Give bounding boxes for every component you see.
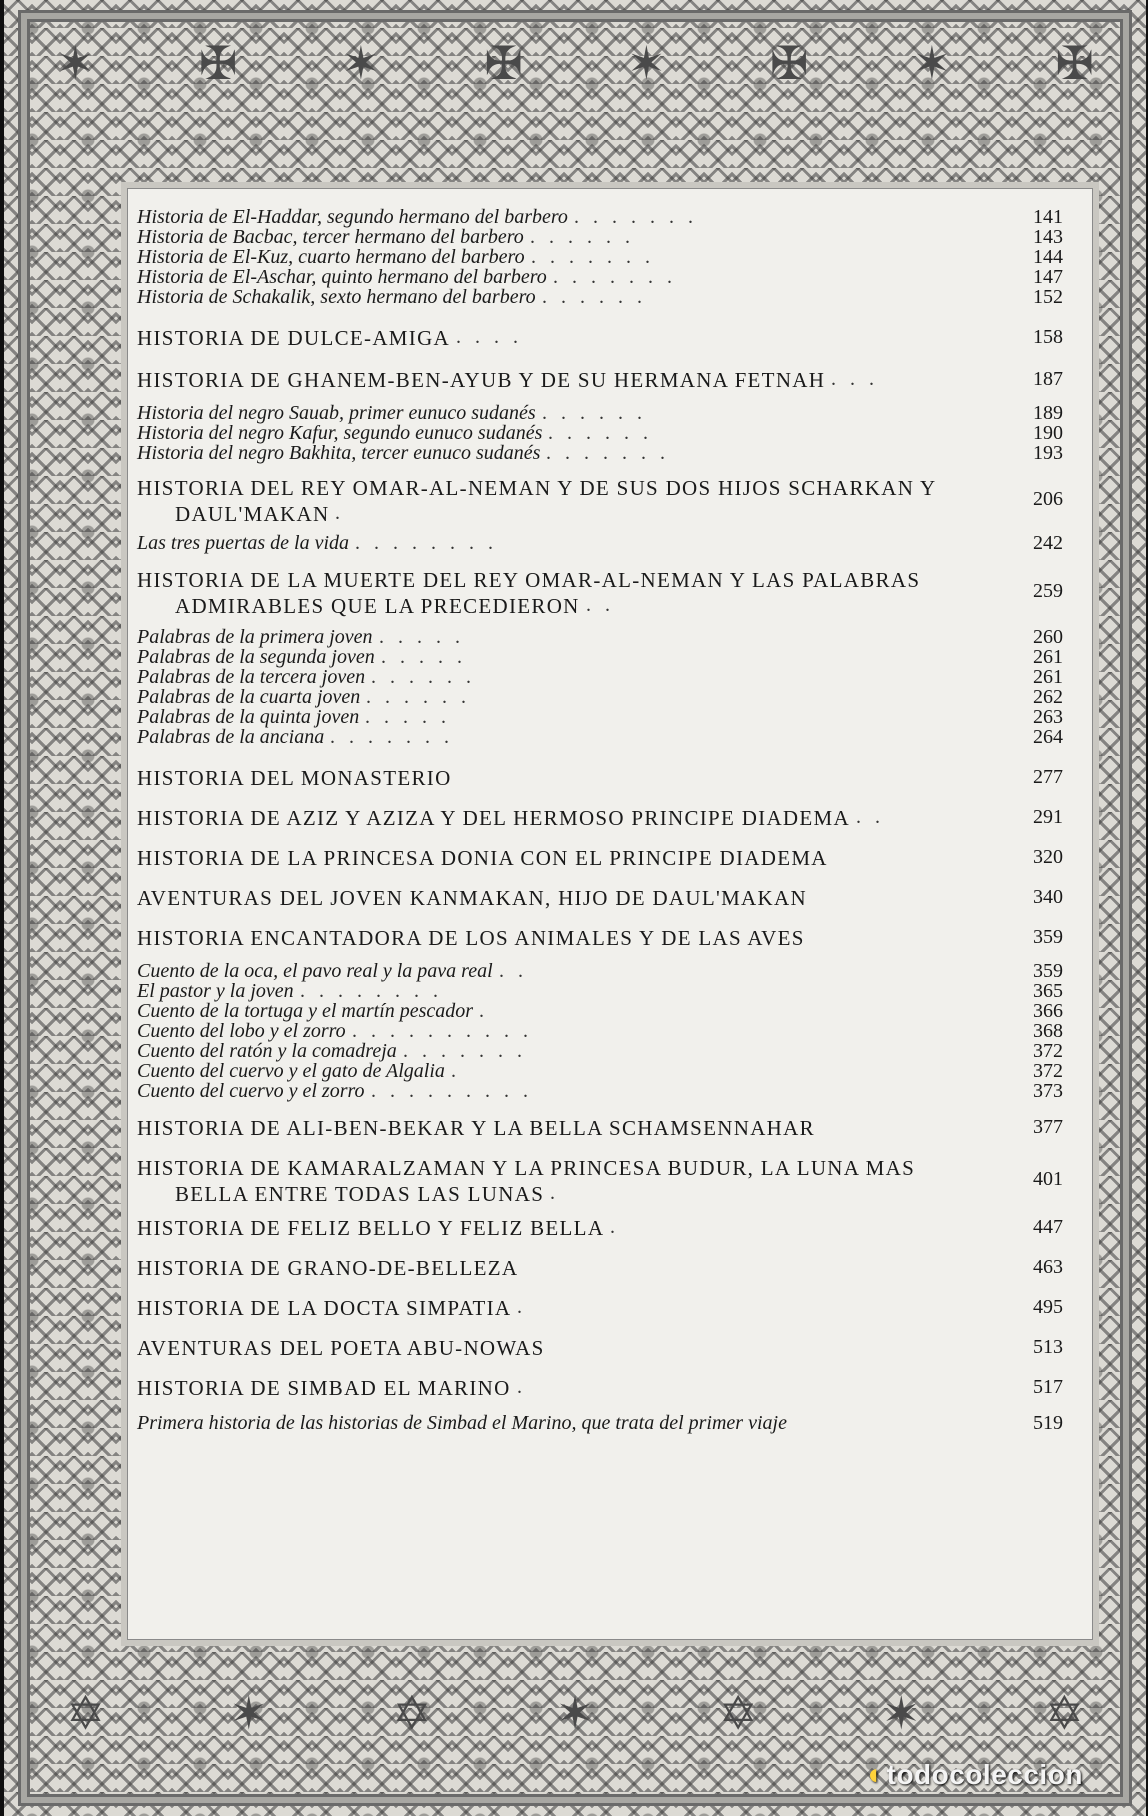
toc-page-number: 447 — [1033, 1216, 1063, 1238]
toc-page-number: 368 — [1033, 1020, 1063, 1042]
toc-page-number: 513 — [1033, 1336, 1063, 1358]
leader-dots: ..... — [379, 626, 474, 648]
toc-page-number: 147 — [1033, 266, 1063, 288]
leader-dots: . — [610, 1216, 629, 1238]
toc-page-number: 519 — [1033, 1412, 1063, 1434]
toc-page-number: 193 — [1033, 442, 1063, 464]
toc-subentry — [137, 402, 1081, 424]
toc-entry-title: Palabras de la segunda joven — [137, 646, 375, 668]
toc-page-number: 366 — [1033, 1000, 1063, 1022]
toc-chapter-entry — [137, 846, 1081, 868]
toc-entry-title: Historia de Schakalik, sexto hermano del barbero — [137, 286, 536, 308]
toc-page-number: 359 — [1033, 960, 1063, 982]
toc-entry-title: Las tres puertas de la vida — [137, 532, 350, 554]
toc-entry-title: AVENTURAS DEL POETA ABU-NOWAS — [137, 1336, 545, 1360]
top-arabesque-band — [4, 36, 1146, 90]
toc-page-number: 262 — [1033, 686, 1063, 708]
leader-dots: ..... — [381, 646, 476, 668]
bottom-arabesque-band — [4, 1686, 1146, 1740]
toc-entry-title: Historia del negro Sauab, primer eunuco sudanés — [137, 402, 536, 424]
leader-dots: ....... — [546, 442, 679, 464]
toc-page-number: 158 — [1033, 326, 1063, 348]
star-ornament-icon: ✶ — [555, 1686, 595, 1740]
cross-ornament-icon: ✠ — [1055, 36, 1094, 90]
toc-page-number: 359 — [1033, 926, 1063, 948]
toc-entry-title: Palabras de la anciana — [137, 726, 325, 748]
toc-entry-title-continued: ADMIRABLES QUE LA PRECEDIERON — [175, 594, 580, 618]
toc-subentry — [137, 666, 1081, 688]
toc-page-number: 373 — [1033, 1080, 1063, 1102]
toc-page-number: 340 — [1033, 886, 1063, 908]
leader-dots: ........ — [300, 980, 452, 1002]
toc-entry-title-continued: DAUL'MAKAN — [175, 502, 330, 526]
leader-dots: ....... — [330, 726, 463, 748]
toc-entry-title: Cuento del ratón y la comadreja — [137, 1040, 397, 1062]
toc-entry-title: Historia de Bacbac, tercer hermano del barbero — [137, 226, 524, 248]
leader-dots: . — [479, 1000, 498, 1022]
toc-subentry — [137, 980, 1081, 1002]
toc-subentry — [137, 1040, 1081, 1062]
leader-dots: . — [335, 502, 354, 524]
toc-subentry — [137, 1412, 1081, 1434]
toc-entry-title: Cuento del cuervo y el gato de Algalia — [137, 1060, 445, 1082]
leader-dots: .. — [499, 960, 537, 982]
toc-entry-title: Primera historia de las historias de Simbad el Marino, que trata del primer viaje — [137, 1412, 787, 1434]
toc-page-number: 401 — [1033, 1168, 1063, 1190]
toc-chapter-entry — [137, 476, 1081, 526]
toc-entry-title: Cuento del lobo y el zorro — [137, 1020, 346, 1042]
toc-page-number: 242 — [1033, 532, 1063, 554]
leader-dots: ...... — [366, 686, 480, 708]
toc-subentry — [137, 532, 1081, 554]
star-ornament-icon: ✶ — [627, 36, 666, 90]
toc-subentry — [137, 686, 1081, 708]
toc-subentry — [137, 626, 1081, 648]
toc-entry-title: HISTORIA DE KAMARALZAMAN Y LA PRINCESA BUDUR, LA LUNA MAS — [137, 1156, 916, 1180]
leader-dots: ... — [831, 368, 888, 390]
toc-page-number: 259 — [1033, 580, 1063, 602]
toc-subentry — [137, 1020, 1081, 1042]
toc-page-number: 264 — [1033, 726, 1063, 748]
leader-dots: ....... — [574, 206, 707, 228]
toc-page-number: 277 — [1033, 766, 1063, 788]
toc-subentry — [137, 1000, 1081, 1022]
toc-entry-title: HISTORIA DE LA MUERTE DEL REY OMAR-AL-NEMAN Y LAS PALABRAS — [137, 568, 921, 592]
watermark-text: todocoleccion — [886, 1759, 1083, 1790]
toc-subentry — [137, 442, 1081, 464]
toc-page-number: 143 — [1033, 226, 1063, 248]
cross-ornament-icon: ✠ — [484, 36, 523, 90]
toc-page-number: 365 — [1033, 980, 1063, 1002]
toc-chapter-entry — [137, 1216, 1081, 1238]
toc-page-number: 263 — [1033, 706, 1063, 728]
toc-subentry — [137, 246, 1081, 268]
toc-page-number: 144 — [1033, 246, 1063, 268]
toc-entry-title: Historia de El-Aschar, quinto hermano del barbero — [137, 266, 547, 288]
toc-chapter-entry — [137, 806, 1081, 828]
toc-subentry — [137, 286, 1081, 308]
toc-entry-title: Cuento de la tortuga y el martín pescador — [137, 1000, 474, 1022]
toc-chapter-entry — [137, 1336, 1081, 1358]
toc-chapter-entry — [137, 766, 1081, 788]
toc-page-number: 206 — [1033, 488, 1063, 510]
toc-entry-title-continued: BELLA ENTRE TODAS LAS LUNAS — [175, 1182, 545, 1206]
toc-subentry — [137, 1060, 1081, 1082]
toc-page-number: 495 — [1033, 1296, 1063, 1318]
toc-subentry — [137, 706, 1081, 728]
toc-entry-title: HISTORIA DE ALI-BEN-BEKAR Y LA BELLA SCHAMSENNAHAR — [137, 1116, 815, 1140]
toc-chapter-entry — [137, 568, 1081, 618]
toc-chapter-entry — [137, 1256, 1081, 1278]
toc-entry-title: Historia del negro Kafur, segundo eunuco sudanés — [137, 422, 543, 444]
toc-page-number: 291 — [1033, 806, 1063, 828]
toc-subentry — [137, 422, 1081, 444]
leader-dots: ........ — [355, 532, 507, 554]
toc-entry-title: HISTORIA DE SIMBAD EL MARINO — [137, 1376, 511, 1400]
toc-page-number: 517 — [1033, 1376, 1063, 1398]
toc-entry-title: Historia de El-Haddar, segundo hermano del barbero — [137, 206, 568, 228]
leader-dots: ...... — [530, 226, 644, 248]
toc-entry-title: Palabras de la quinta joven — [137, 706, 360, 728]
cross-ornament-icon: ✠ — [769, 36, 809, 90]
toc-page-number: 320 — [1033, 846, 1063, 868]
toc-entry-title: Palabras de la cuarta joven — [137, 686, 361, 708]
toc-entry-title: HISTORIA DE LA PRINCESA DONIA CON EL PRINCIPE DIADEMA — [137, 846, 828, 870]
toc-entry-title: AVENTURAS DEL JOVEN KANMAKAN, HIJO DE DAUL'MAKAN — [137, 886, 807, 910]
leader-dots: .......... — [352, 1020, 542, 1042]
leader-dots: ...... — [548, 422, 662, 444]
toc-page-number: 377 — [1033, 1116, 1063, 1138]
star-ornament-icon: ✡ — [392, 1686, 432, 1740]
toc-page-number: 152 — [1033, 286, 1063, 308]
toc-chapter-entry — [137, 1296, 1081, 1318]
toc-chapter-entry — [137, 1156, 1081, 1206]
toc-entry-title: HISTORIA DEL REY OMAR-AL-NEMAN Y DE SUS DOS HIJOS SCHARKAN Y — [137, 476, 937, 500]
toc-entry-title: Palabras de la primera joven — [137, 626, 373, 648]
star-ornament-icon: ✶ — [912, 36, 952, 90]
leader-dots: ...... — [542, 286, 656, 308]
toc-page-number: 463 — [1033, 1256, 1063, 1278]
star-ornament-icon: ✶ — [56, 36, 95, 90]
leader-dots: ...... — [542, 402, 656, 424]
toc-page-number: 260 — [1033, 626, 1063, 648]
toc-subentry — [137, 726, 1081, 748]
leader-dots: ....... — [403, 1040, 536, 1062]
toc-chapter-entry — [137, 326, 1081, 348]
toc-entry-title: Historia del negro Bakhita, tercer eunuco sudanés — [137, 442, 541, 464]
toc-entry-title: HISTORIA DE FELIZ BELLO Y FELIZ BELLA — [137, 1216, 605, 1240]
toc-entry-title: HISTORIA DE DULCE-AMIGA — [137, 326, 450, 350]
star-ornament-icon: ✡ — [1045, 1686, 1084, 1740]
star-ornament-icon: ✶ — [341, 36, 381, 90]
toc-page-number: 189 — [1033, 402, 1063, 424]
toc-chapter-entry — [137, 1376, 1081, 1398]
leader-dots: .. — [856, 806, 894, 828]
cross-ornament-icon: ✠ — [198, 36, 238, 90]
leader-dots: . — [517, 1376, 536, 1398]
toc-subentry — [137, 206, 1081, 228]
toc-chapter-entry — [137, 886, 1081, 908]
toc-subentry — [137, 266, 1081, 288]
leader-dots: ....... — [531, 246, 664, 268]
star-ornament-icon: ✶ — [229, 1686, 268, 1740]
toc-subentry — [137, 960, 1081, 982]
star-ornament-icon: ✶ — [882, 1686, 921, 1740]
leader-dots: .. — [586, 594, 624, 616]
toc-entry-title: El pastor y la joven — [137, 980, 294, 1002]
toc-entry-title: HISTORIA DE GHANEM-BEN-AYUB Y DE SU HERMANA FETNAH — [137, 368, 826, 392]
toc-page-number: 141 — [1033, 206, 1063, 228]
toc-entry-title: HISTORIA DE AZIZ Y AZIZA Y DEL HERMOSO PRINCIPE DIADEMA — [137, 806, 850, 830]
toc-entry-title: HISTORIA DE LA DOCTA SIMPATIA — [137, 1296, 512, 1320]
toc-subentry — [137, 226, 1081, 248]
toc-entry-title: Cuento de la oca, el pavo real y la pava real — [137, 960, 493, 982]
toc-page-number: 187 — [1033, 368, 1063, 390]
watermark-badge — [864, 1758, 1083, 1792]
toc-page-number: 261 — [1033, 666, 1063, 688]
toc-chapter-entry — [137, 1116, 1081, 1138]
toc-entry-title: HISTORIA DE GRANO-DE-BELLEZA — [137, 1256, 519, 1280]
toc-page-number: 372 — [1033, 1060, 1063, 1082]
leader-dots: .... — [456, 326, 532, 348]
toc-chapter-entry — [137, 926, 1081, 948]
toc-entry-title: Palabras de la tercera joven — [137, 666, 366, 688]
leader-dots: ...... — [371, 666, 485, 688]
toc-entry-title: Historia de El-Kuz, cuarto hermano del barbero — [137, 246, 525, 268]
toc-subentry — [137, 1080, 1081, 1102]
leader-dots: ..... — [365, 706, 460, 728]
toc-page-number: 261 — [1033, 646, 1063, 668]
toc-subentry — [137, 646, 1081, 668]
star-ornament-icon: ✡ — [66, 1686, 105, 1740]
toc-chapter-entry — [137, 368, 1081, 390]
leader-dots: ......... — [371, 1080, 542, 1102]
todocoleccion-logo-icon: ◖ — [864, 1758, 883, 1791]
leader-dots: . — [517, 1296, 536, 1318]
leader-dots: . — [550, 1182, 569, 1204]
star-ornament-icon: ✡ — [718, 1686, 758, 1740]
toc-page-number: 190 — [1033, 422, 1063, 444]
leader-dots: ....... — [553, 266, 686, 288]
leader-dots: . — [451, 1060, 470, 1082]
toc-entry-title: Cuento del cuervo y el zorro — [137, 1080, 365, 1102]
toc-page-number: 372 — [1033, 1040, 1063, 1062]
toc-entry-title: HISTORIA ENCANTADORA DE LOS ANIMALES Y DE LAS AVES — [137, 926, 805, 950]
toc-entry-title: HISTORIA DEL MONASTERIO — [137, 766, 452, 790]
